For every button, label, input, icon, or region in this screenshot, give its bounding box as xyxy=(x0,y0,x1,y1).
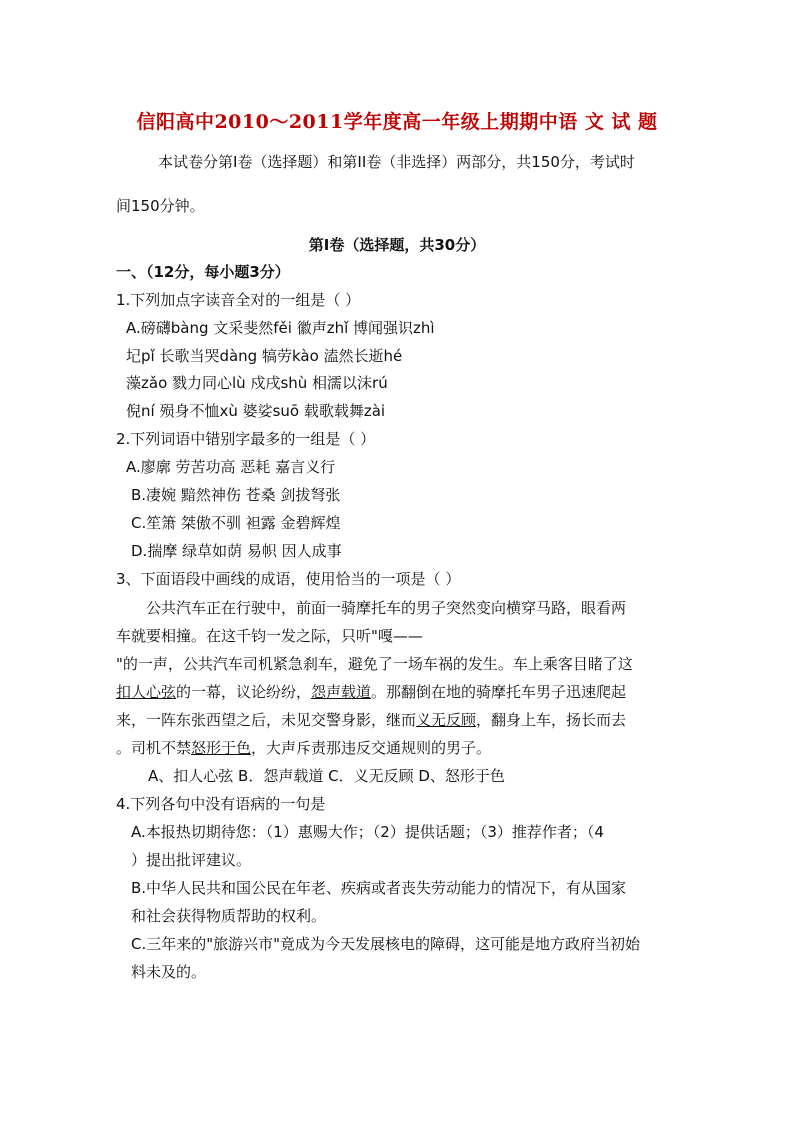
q3-stem: 3、下面语段中画线的成语，使用恰当的一项是（ ） xyxy=(116,570,461,588)
exam-title: 信阳高中2010～2011学年度高一年级上期期中语 文 试 题 xyxy=(136,111,658,133)
q1-option-b: 圮pǐ 长歌当哭dàng 犒劳kào 溘然长逝hé xyxy=(126,347,403,365)
q3-passage-line-1: 公共汽车正在行驶中，前面一骑摩托车的男子突然变向横穿马路，眼看两 xyxy=(146,599,627,617)
q4-stem: 4.下列各句中没有语病的一句是 xyxy=(116,795,326,813)
q2-option-d: D.揣摩 绿草如荫 易帜 因人成事 xyxy=(131,542,342,560)
q3-passage-line-2: 车就要相撞。在这千钧一发之际，只听"嘎—— xyxy=(116,627,423,645)
q2-stem: 2.下列词语中错别字最多的一组是（ ） xyxy=(116,430,376,448)
q4-option-a-line-2: ）提出批评建议。 xyxy=(131,851,252,869)
q3-passage-line-6 xyxy=(116,738,491,758)
q4-option-a-line-1: A.本报热切期待您：（1）惠赐大作；（2）提供话题；（3）推荐作者；（4 xyxy=(131,823,604,841)
underlined-idiom: 怒形于色 xyxy=(191,739,252,757)
intro-line-1: 本试卷分第I卷（选择题）和第II卷（非选择）两部分，共150分，考试时 xyxy=(158,153,635,171)
q1-stem: 1.下列加点字读音全对的一组是（ ） xyxy=(116,291,361,309)
q3-passage-line-3: "的一声，公共汽车司机紧急刹车，避免了一场车祸的发生。车上乘客目睹了这 xyxy=(116,655,633,673)
q2-option-c: C.笙箫 桀傲不驯 袒露 金碧辉煌 xyxy=(131,514,341,532)
q1-option-a: A.磅礴bàng 文采斐然fěi 徽声zhǐ 博闻强识zhì xyxy=(126,319,435,337)
underlined-idiom: 义无反顾 xyxy=(416,711,477,729)
q2-option-a: A.廖廓 劳苦功高 恶耗 嘉言义行 xyxy=(126,458,336,476)
passage-text: 来，一阵东张西望之后，未见交警身影，继而 xyxy=(116,711,417,729)
q1-option-c: 藻zǎo 戮力同心lù 戍戌shù 相濡以沫rú xyxy=(126,374,388,392)
q4-option-b-line-1: B.中华人民共和国公民在年老、疾病或者丧失劳动能力的情况下，有从国家 xyxy=(131,879,627,897)
q3-passage-line-4 xyxy=(116,682,626,702)
intro-line-2: 间150分钟。 xyxy=(116,197,205,215)
passage-text: 。那翻倒在地的骑摩托车男子迅速爬起 xyxy=(371,683,627,701)
q4-option-b-line-2: 和社会获得物质帮助的权利。 xyxy=(131,907,327,925)
section-title: 第I卷（选择题，共30分） xyxy=(308,236,486,254)
q3-options: A、扣人心弦 B．怨声载道 C．义无反顾 D、怒形于色 xyxy=(148,767,505,785)
underlined-idiom: 怨声载道 xyxy=(311,683,372,701)
underlined-idiom: 扣人心弦 xyxy=(116,683,177,701)
q1-option-d: 倪ní 殒身不恤xù 婆娑suō 载歌载舞zài xyxy=(126,402,386,420)
part1-heading: 一、（12分，每小题3分） xyxy=(116,263,290,281)
q2-option-b: B.凄婉 黯然神伤 苍桑 剑拔弩张 xyxy=(131,486,341,504)
q4-option-c-line-1: C.三年来的"旅游兴市"竟成为今天发展核电的障碍，这可能是地方政府当初始 xyxy=(131,935,641,953)
q4-option-c-line-2: 料未及的。 xyxy=(131,963,207,981)
passage-text: ，大声斥责那违反交通规则的男子。 xyxy=(251,739,492,757)
passage-text: 。司机不禁 xyxy=(116,739,192,757)
passage-text: 的一幕，议论纷纷， xyxy=(176,683,312,701)
passage-text: ，翻身上车，扬长而去 xyxy=(476,711,627,729)
q3-passage-line-5 xyxy=(116,710,626,730)
